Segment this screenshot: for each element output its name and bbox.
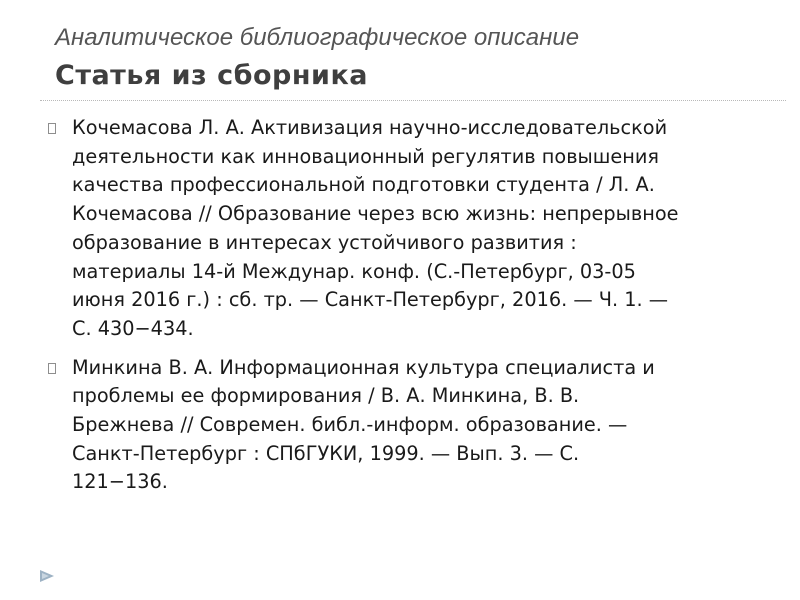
reference-line: качества профессиональной подготовки студента / Л. А. — [72, 173, 655, 197]
slide-header — [55, 22, 775, 94]
reference-line: проблемы ее формирования / В. А. Минкина, В. В. — [72, 384, 580, 408]
reference-line: Санкт-Петербург : СПбГУКИ, 1999. — Вып. 3. — С. — [72, 441, 580, 465]
slide-subtitle: Аналитическое библиографическое описание — [55, 24, 580, 51]
reference-line: деятельности как инновационный регулятив повышения — [72, 144, 660, 168]
reference-line: материалы 14-й Междунар. конф. (С.-Петербург, 03-05 — [72, 259, 636, 283]
reference-line: Брежнева // Современ. библ.-информ. образование. — — [72, 413, 628, 437]
reference-list — [48, 114, 766, 507]
reference-text — [72, 354, 766, 498]
square-outline-bullet-icon — [48, 363, 56, 374]
reference-item — [48, 114, 766, 344]
reference-item — [48, 354, 766, 498]
reference-line: Минкина В. А. Информационная культура специалиста и — [72, 355, 655, 379]
slide-title: Статья из сборника — [55, 60, 369, 91]
triangle-arrow-icon — [39, 569, 55, 583]
square-outline-bullet-icon — [48, 123, 56, 134]
header-divider — [40, 100, 786, 101]
reference-line: образование в интересах устойчивого развития : — [72, 230, 577, 254]
reference-text — [72, 114, 766, 344]
reference-line: 121−136. — [72, 470, 168, 494]
reference-line: Кочемасова Л. А. Активизация научно-исследовательской — [72, 116, 668, 139]
reference-line: Кочемасова // Образование через всю жизнь: непрерывное — [72, 202, 679, 226]
reference-line: С. 430−434. — [72, 316, 194, 340]
reference-line: июня 2016 г.) : сб. тр. — Санкт-Петербург, 2016. — Ч. 1. — — [72, 288, 669, 312]
